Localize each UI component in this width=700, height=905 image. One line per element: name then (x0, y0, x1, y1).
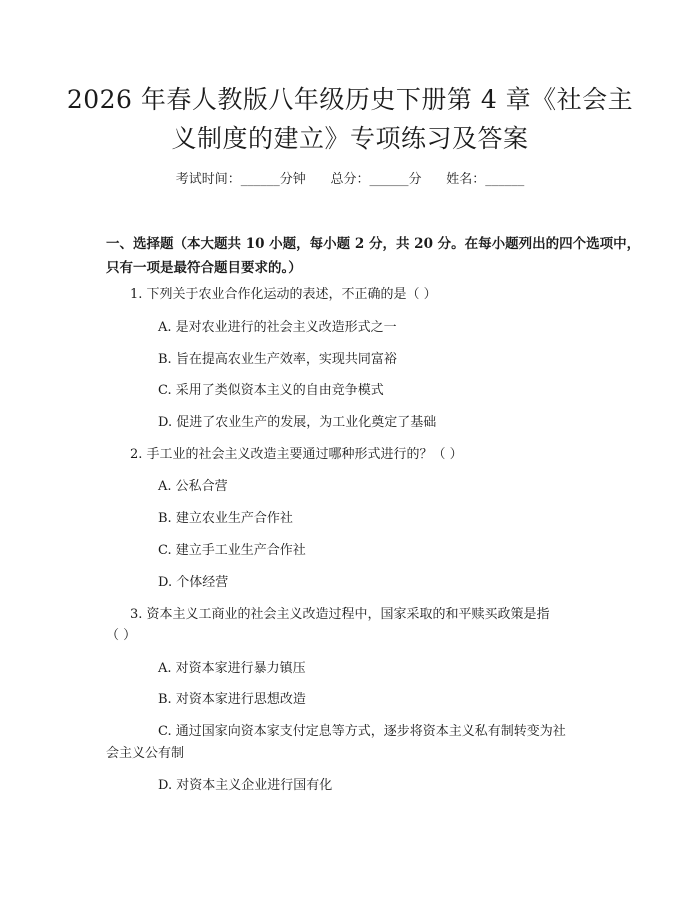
section-heading: 一、选择题（本大题共 10 小题，每小题 2 分，共 20 分。在每小题列出的四个选项中，只有一项是最符合题目要求的。） (106, 236, 641, 276)
question-3-option-c-continued: 会主义公有制 (106, 746, 185, 761)
question-1-stem: 1. 下列关于农业合作化运动的表述，不正确的是（ ） (130, 287, 437, 302)
question-2-option-c: C. 建立手工业生产合作社 (158, 543, 306, 558)
question-2-option-a: A. 公私合营 (158, 479, 228, 494)
page-title: 2026 年春人教版八年级历史下册第 4 章《社会主义制度的建立》专项练习及答案 (66, 85, 634, 153)
question-3-option-c: C. 通过国家向资本家支付定息等方式，逐步将资本主义私有制转变为社 (158, 724, 566, 739)
question-2-stem: 2. 手工业的社会主义改造主要通过哪种形式进行的？（ ） (130, 447, 463, 462)
question-3-stem-continued: （ ） (106, 628, 137, 643)
question-1-option-d: D. 促进了农业生产的发展，为工业化奠定了基础 (158, 415, 437, 430)
question-3-option-d: D. 对资本主义企业进行国有化 (158, 778, 333, 793)
question-3-stem: 3. 资本主义工商业的社会主义改造过程中，国家采取的和平赎买政策是指 (130, 607, 550, 622)
question-3-option-b: B. 对资本家进行思想改造 (158, 692, 306, 707)
question-2-option-d: D. 个体经营 (158, 575, 229, 590)
question-1-option-a: A. 是对农业进行的社会主义改造形式之一 (158, 320, 397, 335)
question-3-option-a: A. 对资本家进行暴力镇压 (158, 661, 306, 676)
question-2-option-b: B. 建立农业生产合作社 (158, 511, 293, 526)
question-1-option-c: C. 采用了类似资本主义的自由竞争模式 (158, 383, 384, 398)
question-1-option-b: B. 旨在提高农业生产效率，实现共同富裕 (158, 352, 397, 367)
exam-info: 考试时间：______分钟 总分：______分 姓名：______ (175, 172, 525, 187)
